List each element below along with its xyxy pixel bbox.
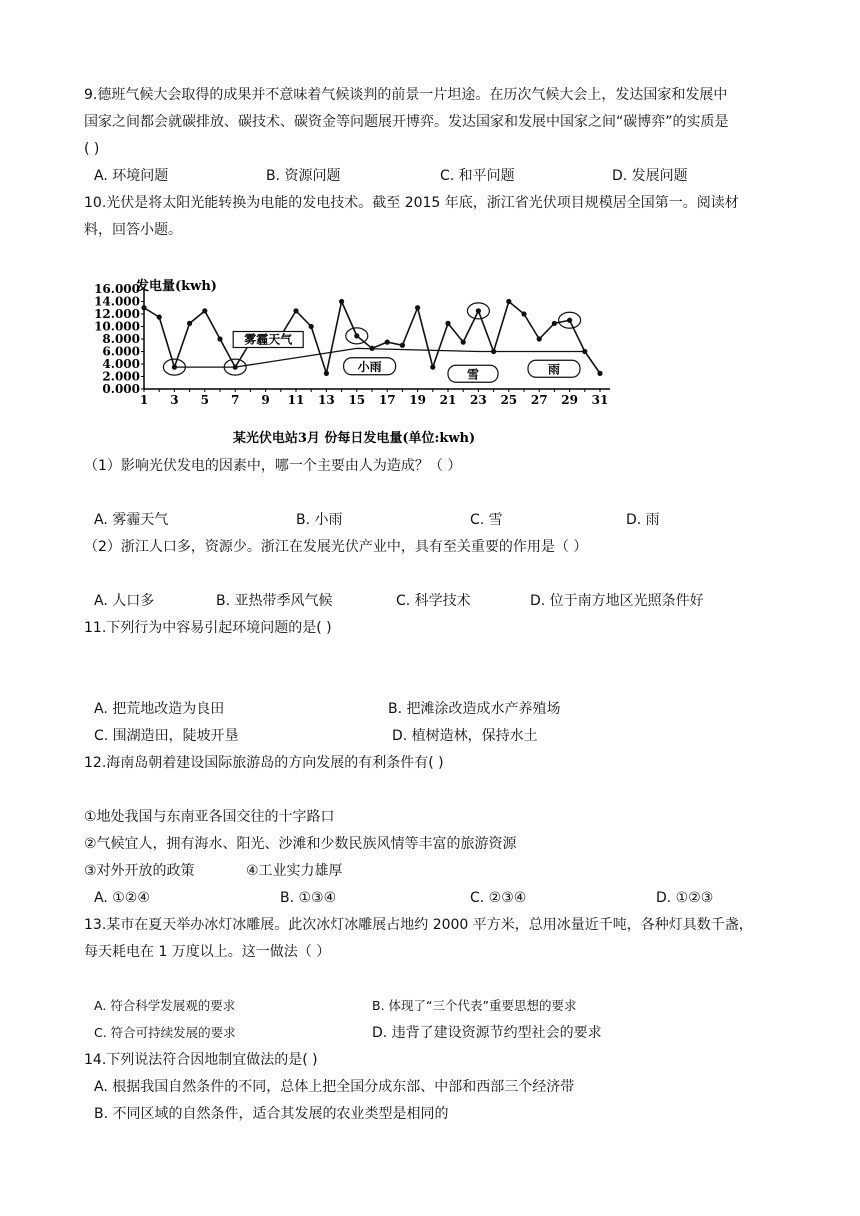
chart-weather-label: 雨 <box>547 362 561 377</box>
chart-data-point <box>567 318 572 323</box>
chart-annotations <box>163 303 600 382</box>
chart-data-point <box>157 315 162 320</box>
chart-x-tick-label: 5 <box>200 393 209 407</box>
q13-stem-line1: 13.某市在夏天举办冰灯冰雕展。此次冰灯冰雕展占地约 2000 平方米，总用冰量近千吨，各种灯具数千盏， <box>84 917 753 933</box>
chart-y-tick-label: 2.000 <box>102 369 140 384</box>
q12-item-2: ②气候宜人，拥有海水、阳光、沙滩和少数民族风情等丰富的旅游资源 <box>84 836 517 852</box>
chart-x-tick-label: 1 <box>139 393 149 407</box>
q9-option-c[interactable]: C. 和平问题 <box>440 168 515 184</box>
chart-data-point <box>476 308 481 313</box>
chart-data-point <box>445 321 450 326</box>
q9-option-d[interactable]: D. 发展问题 <box>612 168 688 184</box>
chart-data-point <box>141 305 146 310</box>
q10-sub2-option-a[interactable]: A. 人口多 <box>94 593 155 609</box>
chart-data-point <box>309 324 314 329</box>
chart-data-point <box>430 365 435 370</box>
chart-x-tick-label: 7 <box>231 393 240 407</box>
chart-data-point <box>552 321 557 326</box>
q9-option-b[interactable]: B. 资源问题 <box>266 168 341 184</box>
q14-option-a[interactable]: A. 根据我国自然条件的不同，总体上把全国分成东部、中部和西部三个经济带 <box>94 1079 575 1095</box>
chart-data-point <box>415 305 420 310</box>
q10-sub1-option-a[interactable]: A. 雾霾天气 <box>94 512 169 528</box>
chart-data-point <box>537 336 542 341</box>
chart-y-axis-label: 发电量(kwh) <box>136 279 217 294</box>
q14-option-b[interactable]: B. 不同区域的自然条件，适合其发展的农业类型是相同的 <box>94 1106 449 1122</box>
chart-weather-label: 雾霾天气 <box>244 332 293 347</box>
chart-x-tick-label: 19 <box>409 393 426 407</box>
chart-y-tick-label: 4.000 <box>102 357 140 371</box>
chart-x-tick-label: 31 <box>591 393 609 407</box>
q10-sub1-stem: （1）影响光伏发电的因素中，哪一个主要由人为造成？（ ） <box>84 458 462 474</box>
q12-option-b[interactable]: B. ①③④ <box>280 890 337 906</box>
q12-item-4: ④工业实力雄厚 <box>246 863 343 879</box>
chart-y-tick-label: 0.000 <box>102 382 140 396</box>
chart-data-point <box>202 308 207 313</box>
q10-sub1-option-c[interactable]: C. 雪 <box>470 512 503 528</box>
q10-sub2-option-d[interactable]: D. 位于南方地区光照条件好 <box>530 593 704 609</box>
chart-x-tick-label: 21 <box>439 393 457 407</box>
chart-x-tick-label: 13 <box>318 393 335 407</box>
chart-data-point <box>521 311 526 316</box>
chart-x-tick-label: 29 <box>561 393 578 407</box>
chart-y-tick-label: 14.000 <box>94 294 140 309</box>
chart-y-tick-label: 10.000 <box>94 319 140 334</box>
chart-x-tick-label: 23 <box>470 393 487 407</box>
q9-stem-line1: 9.德班气候大会取得的成果并不意味着气候谈判的前景一片坦途。在历次气候大会上，发达国家和发展中 <box>84 87 728 103</box>
q14-stem: 14.下列说法符合因地制宜做法的是( ) <box>84 1052 318 1068</box>
q12-option-a[interactable]: A. ①②④ <box>94 890 150 906</box>
chart-data-point <box>217 336 222 341</box>
q9-answer-blank: ( ) <box>84 141 100 157</box>
chart-x-tick-label: 25 <box>500 393 518 407</box>
q13-option-d[interactable]: D. 违背了建设资源节约型社会的要求 <box>372 1025 602 1041</box>
q10-stem-line1: 10.光伏是将太阳光能转换为电能的发电技术。截至 2015 年底，浙江省光伏项目规模居全国第一。阅读材 <box>84 195 739 211</box>
q11-option-c[interactable]: C. 围湖造田，陡坡开垦 <box>94 728 239 744</box>
chart-data-point <box>354 333 359 338</box>
q13-option-c[interactable]: C. 符合可持续发展的要求 <box>94 1025 236 1040</box>
chart-y-tick-label: 12.000 <box>94 307 140 321</box>
q9-option-a[interactable]: A. 环境问题 <box>94 168 169 184</box>
q12-item-1: ①地处我国与东南亚各国交往的十字路口 <box>84 809 335 825</box>
chart-x-axis <box>140 389 610 407</box>
q11-option-d[interactable]: D. 植树造林，保持水土 <box>392 728 538 744</box>
q10-sub2-option-c[interactable]: C. 科学技术 <box>396 593 471 609</box>
chart-x-tick-label: 15 <box>348 393 366 407</box>
chart-y-tick-label: 6.000 <box>102 344 140 359</box>
q13-option-a[interactable]: A. 符合科学发展观的要求 <box>94 998 236 1013</box>
chart-weather-label: 小雨 <box>357 359 382 374</box>
chart-data-point <box>400 343 405 348</box>
chart-x-tick-label: 11 <box>287 393 305 407</box>
q10-sub1-option-b[interactable]: B. 小雨 <box>296 512 343 528</box>
chart-weather-label: 雪 <box>466 367 480 382</box>
chart-data-point <box>461 340 466 345</box>
chart-data-point <box>324 371 329 376</box>
q10-sub2-stem: （2）浙江人口多，资源少。浙江在发展光伏产业中，具有至关重要的作用是（ ） <box>84 539 588 555</box>
chart-y-tick-label: 8.000 <box>102 332 140 346</box>
chart-x-tick-label: 17 <box>378 393 396 407</box>
chart-y-axis <box>94 282 144 396</box>
q11-option-b[interactable]: B. 把滩涂改造成水产养殖场 <box>388 701 561 717</box>
chart-x-tick-label: 3 <box>170 393 179 407</box>
chart-data-point <box>293 308 298 313</box>
q9-stem-line2: 国家之间都会就碳排放、碳技术、碳资金等问题展开博弈。发达国家和发展中国家之间“碳博弈”的实质是 <box>84 114 729 130</box>
q10-stem-line2: 料，回答小题。 <box>84 222 182 238</box>
q12-option-d[interactable]: D. ①②③ <box>656 890 714 906</box>
q11-option-a[interactable]: A. 把荒地改造为良田 <box>94 701 225 717</box>
power-generation-chart <box>84 272 624 450</box>
chart-data-point <box>187 321 192 326</box>
chart-data-point <box>506 299 511 304</box>
chart-x-tick-label: 27 <box>530 393 548 407</box>
chart-data-point <box>385 340 390 345</box>
q10-sub2-option-b[interactable]: B. 亚热带季风气候 <box>216 593 333 609</box>
chart-data-point <box>339 299 344 304</box>
q11-stem: 11.下列行为中容易引起环境问题的是( ) <box>84 620 332 636</box>
chart-title: 某光伏电站3月 份每日发电量(单位:kwh) <box>232 431 476 446</box>
chart-x-tick-label: 9 <box>261 393 270 407</box>
q12-option-c[interactable]: C. ②③④ <box>470 890 527 906</box>
q10-sub1-option-d[interactable]: D. 雨 <box>626 512 660 528</box>
chart-y-tick-label: 16.000 <box>94 282 140 296</box>
q13-stem-line2: 每天耗电在 1 万度以上。这一做法（ ） <box>84 944 331 960</box>
q12-stem: 12.海南岛朝着建设国际旅游岛的方向发展的有利条件有( ) <box>84 755 444 771</box>
q13-option-b[interactable]: B. 体现了“三个代表”重要思想的要求 <box>372 998 577 1013</box>
q12-item-3: ③对外开放的政策 <box>84 863 195 879</box>
